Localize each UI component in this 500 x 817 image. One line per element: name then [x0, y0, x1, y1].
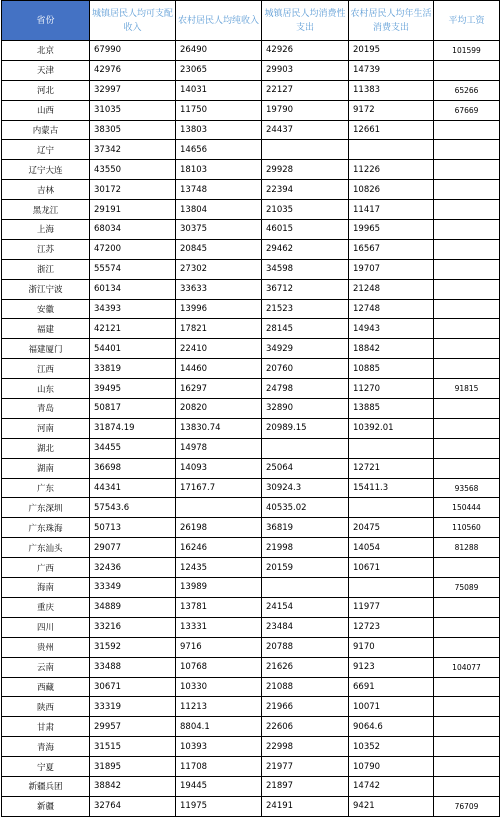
cell-urban-consumption: 22127 — [262, 80, 349, 100]
table-row — [2, 438, 500, 458]
table-row — [2, 80, 500, 100]
cell-urban-disposable-income: 29957 — [90, 717, 176, 737]
cell-urban-consumption: 32890 — [262, 399, 349, 419]
cell-urban-consumption: 46015 — [262, 220, 349, 240]
cell-urban-consumption: 21998 — [262, 538, 349, 558]
cell-urban-consumption: 24191 — [262, 796, 349, 816]
cell-rural-net-income: 33633 — [176, 279, 262, 299]
cell-urban-consumption: 20760 — [262, 359, 349, 379]
cell-province: 新疆兵团 — [2, 776, 90, 796]
cell-province: 西藏 — [2, 677, 90, 697]
cell-province: 福建厦门 — [2, 339, 90, 359]
cell-urban-disposable-income: 47200 — [90, 239, 176, 259]
cell-rural-consumption: 19707 — [349, 259, 434, 279]
cell-province: 宁夏 — [2, 757, 90, 777]
cell-average-wage: 81288 — [434, 538, 500, 558]
cell-province: 河北 — [2, 80, 90, 100]
table-row — [2, 418, 500, 438]
cell-urban-disposable-income: 67990 — [90, 41, 176, 61]
table-row — [2, 597, 500, 617]
cell-rural-consumption: 11417 — [349, 200, 434, 220]
cell-urban-disposable-income: 33216 — [90, 617, 176, 637]
cell-rural-consumption: 12661 — [349, 120, 434, 140]
data-table-container — [1, 0, 499, 817]
header-province: 省份 — [2, 1, 90, 41]
cell-rural-consumption: 10071 — [349, 697, 434, 717]
cell-rural-net-income: 23065 — [176, 60, 262, 80]
cell-rural-consumption: 21248 — [349, 279, 434, 299]
cell-urban-disposable-income: 31895 — [90, 757, 176, 777]
table-row — [2, 239, 500, 259]
cell-rural-consumption: 9421 — [349, 796, 434, 816]
cell-rural-net-income: 11975 — [176, 796, 262, 816]
cell-urban-disposable-income: 34393 — [90, 299, 176, 319]
cell-rural-net-income: 9716 — [176, 637, 262, 657]
cell-rural-consumption: 11383 — [349, 80, 434, 100]
cell-rural-net-income: 13781 — [176, 597, 262, 617]
cell-urban-consumption: 21523 — [262, 299, 349, 319]
cell-rural-net-income: 14978 — [176, 438, 262, 458]
cell-rural-net-income: 11750 — [176, 100, 262, 120]
cell-rural-consumption: 9170 — [349, 637, 434, 657]
cell-urban-disposable-income: 42121 — [90, 319, 176, 339]
cell-rural-consumption: 16567 — [349, 239, 434, 259]
cell-province: 安徽 — [2, 299, 90, 319]
cell-rural-net-income: 14093 — [176, 458, 262, 478]
cell-urban-consumption — [262, 140, 349, 160]
cell-rural-net-income: 22410 — [176, 339, 262, 359]
table-row — [2, 498, 500, 518]
table-row — [2, 259, 500, 279]
header-urban-disposable-income: 城镇居民人均可支配收入 — [90, 1, 176, 41]
cell-rural-consumption: 11226 — [349, 160, 434, 180]
cell-urban-consumption: 24154 — [262, 597, 349, 617]
cell-urban-consumption: 40535.02 — [262, 498, 349, 518]
cell-province: 北京 — [2, 41, 90, 61]
table-row — [2, 319, 500, 339]
cell-province: 福建 — [2, 319, 90, 339]
cell-province: 湖北 — [2, 438, 90, 458]
cell-average-wage — [434, 757, 500, 777]
cell-urban-disposable-income: 36698 — [90, 458, 176, 478]
cell-province: 浙江宁波 — [2, 279, 90, 299]
table-row — [2, 100, 500, 120]
cell-urban-consumption: 36712 — [262, 279, 349, 299]
cell-urban-disposable-income: 39495 — [90, 379, 176, 399]
cell-province: 云南 — [2, 657, 90, 677]
cell-average-wage — [434, 359, 500, 379]
cell-urban-disposable-income: 43550 — [90, 160, 176, 180]
cell-rural-net-income: 20820 — [176, 399, 262, 419]
cell-rural-consumption: 15411.3 — [349, 478, 434, 498]
cell-urban-disposable-income: 32436 — [90, 558, 176, 578]
cell-rural-net-income: 13748 — [176, 180, 262, 200]
cell-province: 上海 — [2, 220, 90, 240]
cell-average-wage — [434, 259, 500, 279]
table-row — [2, 737, 500, 757]
cell-urban-consumption: 21897 — [262, 776, 349, 796]
cell-rural-consumption: 6691 — [349, 677, 434, 697]
cell-average-wage: 76709 — [434, 796, 500, 816]
cell-rural-consumption: 20475 — [349, 518, 434, 538]
cell-rural-consumption: 10826 — [349, 180, 434, 200]
table-row — [2, 538, 500, 558]
cell-urban-consumption: 22998 — [262, 737, 349, 757]
cell-rural-consumption — [349, 498, 434, 518]
cell-rural-consumption: 18842 — [349, 339, 434, 359]
cell-urban-consumption: 25064 — [262, 458, 349, 478]
cell-province: 江西 — [2, 359, 90, 379]
cell-rural-net-income: 17167.7 — [176, 478, 262, 498]
cell-urban-disposable-income: 34455 — [90, 438, 176, 458]
cell-average-wage — [434, 558, 500, 578]
table-row — [2, 299, 500, 319]
cell-urban-consumption: 42926 — [262, 41, 349, 61]
cell-province: 广东深圳 — [2, 498, 90, 518]
cell-rural-net-income: 12435 — [176, 558, 262, 578]
cell-rural-net-income: 30375 — [176, 220, 262, 240]
cell-average-wage: 101599 — [434, 41, 500, 61]
table-row — [2, 717, 500, 737]
cell-average-wage — [434, 776, 500, 796]
cell-urban-disposable-income: 31874.19 — [90, 418, 176, 438]
cell-rural-consumption: 12748 — [349, 299, 434, 319]
cell-rural-consumption: 14739 — [349, 60, 434, 80]
cell-urban-disposable-income: 57543.6 — [90, 498, 176, 518]
table-row — [2, 558, 500, 578]
cell-urban-consumption: 34929 — [262, 339, 349, 359]
table-body — [2, 41, 500, 817]
cell-rural-net-income: 11213 — [176, 697, 262, 717]
cell-rural-net-income: 16246 — [176, 538, 262, 558]
cell-rural-net-income: 13996 — [176, 299, 262, 319]
cell-average-wage — [434, 717, 500, 737]
cell-average-wage: 65266 — [434, 80, 500, 100]
cell-province: 辽宁 — [2, 140, 90, 160]
cell-average-wage — [434, 140, 500, 160]
cell-urban-disposable-income: 50817 — [90, 399, 176, 419]
cell-urban-consumption: 22394 — [262, 180, 349, 200]
cell-urban-disposable-income: 44341 — [90, 478, 176, 498]
cell-rural-consumption: 10352 — [349, 737, 434, 757]
cell-urban-disposable-income: 68034 — [90, 220, 176, 240]
cell-province: 浙江 — [2, 259, 90, 279]
cell-urban-disposable-income: 55574 — [90, 259, 176, 279]
cell-province: 吉林 — [2, 180, 90, 200]
cell-urban-disposable-income: 31515 — [90, 737, 176, 757]
cell-province: 山西 — [2, 100, 90, 120]
cell-average-wage — [434, 239, 500, 259]
cell-rural-consumption: 10790 — [349, 757, 434, 777]
cell-urban-disposable-income: 33349 — [90, 578, 176, 598]
cell-rural-net-income: 16297 — [176, 379, 262, 399]
cell-urban-disposable-income: 29077 — [90, 538, 176, 558]
cell-rural-net-income — [176, 498, 262, 518]
table-row — [2, 379, 500, 399]
cell-rural-net-income: 13803 — [176, 120, 262, 140]
header-rural-consumption: 农村居民人均年生活消费支出 — [349, 1, 434, 41]
cell-province: 广东汕头 — [2, 538, 90, 558]
cell-urban-disposable-income: 33319 — [90, 697, 176, 717]
cell-average-wage — [434, 319, 500, 339]
cell-urban-disposable-income: 34889 — [90, 597, 176, 617]
cell-urban-consumption: 20788 — [262, 637, 349, 657]
cell-urban-consumption: 24798 — [262, 379, 349, 399]
table-row — [2, 180, 500, 200]
cell-average-wage — [434, 737, 500, 757]
cell-average-wage: 67669 — [434, 100, 500, 120]
cell-province: 海南 — [2, 578, 90, 598]
table-row — [2, 657, 500, 677]
cell-rural-consumption: 10885 — [349, 359, 434, 379]
cell-urban-consumption: 28145 — [262, 319, 349, 339]
cell-rural-net-income: 13804 — [176, 200, 262, 220]
cell-average-wage — [434, 617, 500, 637]
cell-urban-consumption — [262, 438, 349, 458]
cell-rural-consumption: 9064.6 — [349, 717, 434, 737]
table-row — [2, 279, 500, 299]
cell-rural-consumption: 14742 — [349, 776, 434, 796]
cell-urban-consumption: 21626 — [262, 657, 349, 677]
cell-province: 四川 — [2, 617, 90, 637]
cell-province: 甘肃 — [2, 717, 90, 737]
cell-rural-consumption: 12721 — [349, 458, 434, 478]
cell-rural-net-income: 8804.1 — [176, 717, 262, 737]
cell-urban-disposable-income: 38842 — [90, 776, 176, 796]
cell-average-wage — [434, 339, 500, 359]
header-average-wage: 平均工资 — [434, 1, 500, 41]
cell-average-wage — [434, 120, 500, 140]
cell-rural-net-income: 14656 — [176, 140, 262, 160]
cell-province: 青岛 — [2, 399, 90, 419]
cell-rural-net-income: 19445 — [176, 776, 262, 796]
cell-urban-disposable-income: 30172 — [90, 180, 176, 200]
cell-province: 黑龙江 — [2, 200, 90, 220]
table-header — [2, 1, 500, 41]
cell-average-wage — [434, 399, 500, 419]
cell-rural-net-income: 10768 — [176, 657, 262, 677]
cell-urban-consumption: 21966 — [262, 697, 349, 717]
cell-average-wage — [434, 180, 500, 200]
cell-rural-consumption: 11270 — [349, 379, 434, 399]
cell-urban-disposable-income: 31035 — [90, 100, 176, 120]
cell-urban-consumption: 24437 — [262, 120, 349, 140]
table-row — [2, 200, 500, 220]
cell-average-wage — [434, 697, 500, 717]
cell-urban-disposable-income: 31592 — [90, 637, 176, 657]
cell-urban-consumption: 23484 — [262, 617, 349, 637]
cell-province: 新疆 — [2, 796, 90, 816]
table-row — [2, 120, 500, 140]
cell-urban-disposable-income: 30671 — [90, 677, 176, 697]
cell-average-wage — [434, 458, 500, 478]
cell-rural-consumption — [349, 578, 434, 598]
cell-average-wage — [434, 438, 500, 458]
cell-urban-consumption: 36819 — [262, 518, 349, 538]
cell-urban-disposable-income: 33819 — [90, 359, 176, 379]
cell-province: 天津 — [2, 60, 90, 80]
table-row — [2, 359, 500, 379]
cell-province: 湖南 — [2, 458, 90, 478]
cell-rural-consumption — [349, 438, 434, 458]
cell-province: 山东 — [2, 379, 90, 399]
cell-average-wage — [434, 677, 500, 697]
cell-urban-disposable-income: 32764 — [90, 796, 176, 816]
cell-rural-net-income: 13331 — [176, 617, 262, 637]
cell-average-wage — [434, 597, 500, 617]
cell-average-wage: 150444 — [434, 498, 500, 518]
cell-average-wage: 75089 — [434, 578, 500, 598]
cell-province: 内蒙古 — [2, 120, 90, 140]
table-row — [2, 637, 500, 657]
header-row — [2, 1, 500, 41]
cell-urban-disposable-income: 54401 — [90, 339, 176, 359]
cell-urban-consumption: 21977 — [262, 757, 349, 777]
cell-rural-consumption: 14054 — [349, 538, 434, 558]
table-row — [2, 140, 500, 160]
cell-average-wage — [434, 418, 500, 438]
cell-urban-disposable-income: 33488 — [90, 657, 176, 677]
table-row — [2, 677, 500, 697]
cell-urban-consumption — [262, 578, 349, 598]
cell-rural-consumption: 12723 — [349, 617, 434, 637]
cell-urban-consumption: 19790 — [262, 100, 349, 120]
table-row — [2, 458, 500, 478]
cell-rural-consumption: 9123 — [349, 657, 434, 677]
cell-rural-net-income: 18103 — [176, 160, 262, 180]
cell-rural-net-income: 10393 — [176, 737, 262, 757]
cell-average-wage: 110560 — [434, 518, 500, 538]
table-row — [2, 60, 500, 80]
cell-urban-consumption: 29928 — [262, 160, 349, 180]
cell-urban-consumption: 20989.15 — [262, 418, 349, 438]
cell-rural-net-income: 11708 — [176, 757, 262, 777]
cell-urban-disposable-income: 42976 — [90, 60, 176, 80]
cell-urban-disposable-income: 60134 — [90, 279, 176, 299]
cell-urban-consumption: 34598 — [262, 259, 349, 279]
header-rural-net-income: 农村居民人均纯收入 — [176, 1, 262, 41]
income-table — [1, 0, 500, 817]
cell-province: 重庆 — [2, 597, 90, 617]
cell-rural-consumption: 13885 — [349, 399, 434, 419]
cell-urban-disposable-income: 29191 — [90, 200, 176, 220]
table-row — [2, 617, 500, 637]
cell-rural-net-income: 14460 — [176, 359, 262, 379]
cell-rural-net-income: 20845 — [176, 239, 262, 259]
cell-urban-consumption: 22606 — [262, 717, 349, 737]
cell-urban-consumption: 29903 — [262, 60, 349, 80]
cell-average-wage: 104077 — [434, 657, 500, 677]
cell-average-wage: 91815 — [434, 379, 500, 399]
cell-urban-disposable-income: 37342 — [90, 140, 176, 160]
table-row — [2, 160, 500, 180]
cell-province: 青海 — [2, 737, 90, 757]
cell-urban-consumption: 20159 — [262, 558, 349, 578]
cell-urban-disposable-income: 50713 — [90, 518, 176, 538]
cell-average-wage — [434, 160, 500, 180]
cell-average-wage: 93568 — [434, 478, 500, 498]
cell-province: 贵州 — [2, 637, 90, 657]
cell-urban-consumption: 30924.3 — [262, 478, 349, 498]
table-row — [2, 518, 500, 538]
cell-rural-net-income: 10330 — [176, 677, 262, 697]
cell-rural-consumption: 11977 — [349, 597, 434, 617]
cell-province: 江苏 — [2, 239, 90, 259]
cell-rural-consumption: 10671 — [349, 558, 434, 578]
cell-rural-net-income: 13989 — [176, 578, 262, 598]
table-row — [2, 478, 500, 498]
table-row — [2, 339, 500, 359]
cell-rural-consumption: 10392.01 — [349, 418, 434, 438]
table-row — [2, 578, 500, 598]
table-row — [2, 41, 500, 61]
cell-rural-consumption — [349, 140, 434, 160]
cell-rural-consumption: 14943 — [349, 319, 434, 339]
cell-urban-disposable-income: 32997 — [90, 80, 176, 100]
cell-average-wage — [434, 637, 500, 657]
cell-rural-net-income: 17821 — [176, 319, 262, 339]
cell-urban-consumption: 21088 — [262, 677, 349, 697]
cell-rural-net-income: 27302 — [176, 259, 262, 279]
cell-rural-consumption: 9172 — [349, 100, 434, 120]
cell-province: 陕西 — [2, 697, 90, 717]
header-urban-consumption: 城镇居民人均消费性支出 — [262, 1, 349, 41]
cell-average-wage — [434, 60, 500, 80]
cell-rural-net-income: 26490 — [176, 41, 262, 61]
table-row — [2, 796, 500, 816]
table-row — [2, 757, 500, 777]
cell-urban-disposable-income: 38305 — [90, 120, 176, 140]
cell-urban-consumption: 29462 — [262, 239, 349, 259]
cell-rural-net-income: 26198 — [176, 518, 262, 538]
table-row — [2, 399, 500, 419]
cell-rural-consumption: 19965 — [349, 220, 434, 240]
table-row — [2, 697, 500, 717]
cell-rural-net-income: 13830.74 — [176, 418, 262, 438]
table-row — [2, 776, 500, 796]
cell-province: 广西 — [2, 558, 90, 578]
cell-average-wage — [434, 220, 500, 240]
cell-province: 广东珠海 — [2, 518, 90, 538]
cell-rural-consumption: 20195 — [349, 41, 434, 61]
cell-rural-net-income: 14031 — [176, 80, 262, 100]
cell-average-wage — [434, 279, 500, 299]
cell-province: 广东 — [2, 478, 90, 498]
cell-province: 河南 — [2, 418, 90, 438]
cell-average-wage — [434, 299, 500, 319]
cell-average-wage — [434, 200, 500, 220]
table-row — [2, 220, 500, 240]
cell-province: 辽宁大连 — [2, 160, 90, 180]
cell-urban-consumption: 21035 — [262, 200, 349, 220]
